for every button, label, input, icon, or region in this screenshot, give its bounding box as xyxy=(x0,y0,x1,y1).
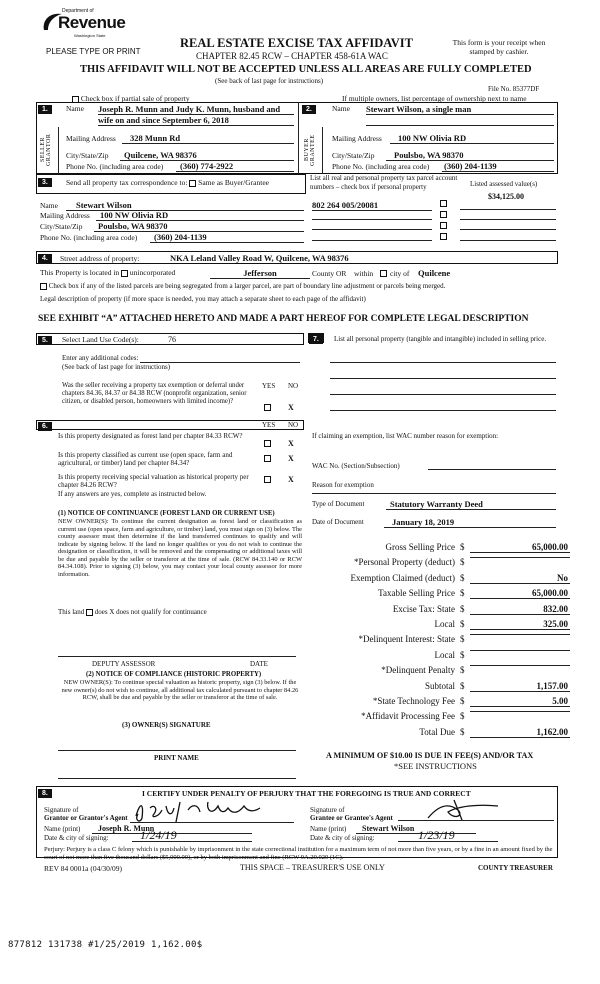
same-as-buyer-checkbox[interactable] xyxy=(189,180,196,187)
perjury-text: Perjury: Perjury is a class C felony which is punishable by imprisonment in the state correctional institution for a maximum term of not more than five years, or by a fine in an amount fixed by the court of not more than five thousand dollars ($5,000.00), or by both imprisonment and fine (RCW 9A.20.020 (1C). xyxy=(44,846,553,861)
forest-yes-checkbox[interactable] xyxy=(264,440,271,447)
cashier-stamp: 877812 131738 #1/25/2019 1,162.00$ xyxy=(8,940,203,950)
fee-label: *Delinquent Penalty xyxy=(381,665,455,676)
no-label-6: NO xyxy=(288,421,299,429)
form-chapter: CHAPTER 82.45 RCW – CHAPTER 458-61A WAC xyxy=(196,51,388,61)
fee-row xyxy=(300,727,570,739)
yes-label-6: YES xyxy=(262,421,276,429)
date-label-6: DATE xyxy=(250,660,268,668)
multiple-owners-note: If multiple owners, list percentage of ownership next to name xyxy=(342,94,527,103)
same-as-buyer-label: Same as Buyer/Grantee xyxy=(198,178,269,187)
correspondence-text: Send all property tax correspondence to: xyxy=(66,178,188,187)
fee-value: 65,000.00 xyxy=(470,588,570,599)
grantor-date-label: Date & city of signing: xyxy=(44,834,109,842)
corr-city: Poulsbo, WA 98370 xyxy=(94,221,304,232)
seller-side-label: SELLER GRANTOR xyxy=(40,133,52,167)
partial-sale-label: Check box if partial sale of property xyxy=(80,94,190,103)
corr-city-label: City/State/Zip xyxy=(40,222,83,231)
exemption-wac-text: If claiming an exemption, list WAC number reason for exemption: xyxy=(312,432,499,440)
assessed-header: Listed assessed value(s) xyxy=(470,180,538,188)
if-yes-text: If any answers are yes, complete as instructed below. xyxy=(58,490,207,498)
fee-label: *Affidavit Processing Fee xyxy=(361,711,455,722)
buyer-phone-label: Phone No. (including area code) xyxy=(332,162,430,171)
continuance-row xyxy=(58,608,207,616)
buyer-side-label: BUYER GRANTEE xyxy=(304,134,316,166)
fee-row xyxy=(300,604,570,616)
located-prefix: This Property is located in xyxy=(40,268,120,277)
grantor-signature xyxy=(128,796,268,826)
this-land-label: This land xyxy=(58,608,85,616)
forest-no-mark: X xyxy=(288,439,294,448)
fee-dollar: $ xyxy=(460,711,465,722)
forest-question: Is this property designated as forest land per chapter 84.33 RCW? xyxy=(58,432,243,440)
parcel-2-checkbox[interactable] xyxy=(440,211,447,218)
revenue-logo xyxy=(40,8,126,42)
rev-number: REV 84 0001a (04/30/09) xyxy=(44,864,122,873)
see-back-5: (See back of last page for instructions) xyxy=(62,363,171,371)
corr-phone: (360) 204-1139 xyxy=(150,232,304,243)
logo-top-text: Department of xyxy=(62,8,94,14)
fee-value: 1,162.00 xyxy=(470,727,570,738)
fee-label: *State Technology Fee xyxy=(372,696,455,706)
fee-value: 1,157.00 xyxy=(470,681,570,692)
buyer-name-label: Name xyxy=(332,104,350,113)
fee-row xyxy=(300,557,570,569)
logo-sub-text: Washington State xyxy=(74,33,106,38)
fee-row xyxy=(300,588,570,600)
grantee-name-label: Name (print) xyxy=(310,825,347,833)
county-or: County OR xyxy=(312,269,347,278)
section-8-number: 8. xyxy=(38,788,52,798)
fee-value xyxy=(470,665,570,666)
fee-row xyxy=(300,573,570,585)
no-label-5: NO xyxy=(288,382,299,390)
seller-mailing-label: Mailing Address xyxy=(66,134,116,143)
located-row xyxy=(40,268,560,279)
fee-row xyxy=(300,650,570,662)
fee-row xyxy=(300,542,570,554)
historic-no-mark: X xyxy=(288,475,294,484)
minimum-note: A MINIMUM OF $10.00 IS DUE IN FEE(S) AND/OR TAX xyxy=(326,751,534,760)
legal-label: Legal description of property (if more space is needed, you may attach a separate sheet to each page of the affidavit) xyxy=(40,295,366,303)
fee-value: No xyxy=(470,573,570,584)
current-use-yes-checkbox[interactable] xyxy=(264,455,271,462)
section-6-number: 6. xyxy=(38,421,52,431)
see-instructions: *SEE INSTRUCTIONS xyxy=(394,761,477,771)
within-city-checkbox[interactable] xyxy=(380,270,387,277)
receipt-note: This form is your receipt when stamped by cashier. xyxy=(452,38,546,56)
within-label: within xyxy=(354,269,374,278)
fee-row xyxy=(300,665,570,677)
fee-label: *Personal Property (deduct) xyxy=(354,557,455,568)
segregated-label: Check box if any of the listed parcels are being segregated from a larger parcel, are part of boundary line adjustment or parcels being merged. xyxy=(48,282,446,290)
fee-dollar: $ xyxy=(460,619,465,629)
seller-phone: (360) 774-2922 xyxy=(176,161,294,172)
fee-value: 5.00 xyxy=(470,696,570,707)
fee-label: Taxable Selling Price xyxy=(378,588,455,599)
does-qualify-checkbox[interactable] xyxy=(86,609,93,616)
see-back-header: (See back of last page for instructions) xyxy=(215,77,324,85)
fee-dollar: $ xyxy=(460,726,465,737)
fee-dollar: $ xyxy=(460,665,465,676)
grantee-sig-label-2: Grantee or Grantee's Agent xyxy=(310,814,393,822)
logo-main-text: Revenue xyxy=(58,13,126,32)
grantee-signature xyxy=(418,796,508,824)
street-address: NKA Leland Valley Road W, Quilcene, WA 98376 xyxy=(170,253,349,263)
grantee-name: Stewart Wilson xyxy=(356,824,476,834)
fee-label: Excise Tax: State xyxy=(392,603,455,614)
buyer-mailing: 100 NW Olivia RD xyxy=(390,133,554,144)
does-label: does xyxy=(94,608,108,616)
county-treasurer: COUNTY TREASURER xyxy=(478,864,553,872)
fee-row xyxy=(300,696,570,708)
print-name-label: PRINT NAME xyxy=(154,754,199,762)
fee-dollar: $ xyxy=(460,696,465,706)
fee-label: Exemption Claimed (deduct) xyxy=(350,572,455,583)
parcel-number: 802 264 005/20081 xyxy=(312,200,432,211)
grantee-date: 1/23/19 xyxy=(398,830,498,842)
doc-date-label: Date of Document xyxy=(312,518,364,526)
seller-city: Quilcene, WA 98376 xyxy=(120,150,294,161)
exemption-yes-checkbox[interactable] xyxy=(264,404,271,411)
wac-label: WAC No. (Section/Subsection) xyxy=(312,462,400,470)
historic-yes-checkbox[interactable] xyxy=(264,476,271,483)
seller-city-label: City/State/Zip xyxy=(66,151,109,160)
fee-label: *Delinquent Interest: State xyxy=(358,634,455,645)
notice2-text: NEW OWNER(S): To continue special valuation as historic property, sign (3) below. If the new owner(s) do not wish to continue, all additional tax calculated pursuant to chapter 84.26 RCW, shall be due and payable by the seller or transferor at the time of sale. xyxy=(61,679,299,701)
street-label: Street address of property: xyxy=(60,254,140,263)
fee-dollar: $ xyxy=(460,603,465,614)
fee-dollar: $ xyxy=(460,588,465,599)
city-value: Quilcene xyxy=(418,268,451,278)
fee-dollar: $ xyxy=(460,557,465,568)
assessed-value: $34,125.00 xyxy=(488,192,524,201)
section-3-number: 3. xyxy=(38,177,52,187)
fee-value: 832.00 xyxy=(470,604,570,615)
yes-label-5: YES xyxy=(262,382,276,390)
fee-value xyxy=(470,634,570,635)
historic-question: Is this property receiving special valuation as historical property per chapter 84.26 RCW? xyxy=(58,473,249,489)
file-number: File No. 85377DF xyxy=(488,85,540,93)
segregated-checkbox[interactable] xyxy=(40,283,47,290)
seller-phone-label: Phone No. (including area code) xyxy=(66,162,164,171)
current-use-question: Is this property classified as current use (open space, farm and agricultural, or timber) land per chapter 84.34? xyxy=(58,451,233,467)
notice1-text: NEW OWNER(S): To continue the current designation as forest land or classification as current use (open space, farm and agriculture, or timber) land, you must sign on (3) below. The county assessor must then determine if the land transferred continues to qualify and will indicate by signing below. If the land no longer qualifies or you do not wish to continue the designation or classification, it will be removed and the compensating or additional taxes will be due and payable by the seller or transferor at the time of sale. (RCW 84.33.140 or RCW 84.34.108). Prior to signing (3) below, you may contact your local county assessor for more information. xyxy=(58,518,302,578)
grantee-sig-label-1: Signature of xyxy=(310,806,345,814)
notice2-title: (2) NOTICE OF COMPLIANCE (HISTORIC PROPERTY) xyxy=(86,671,262,678)
corr-name: Stewart Wilson xyxy=(66,200,304,211)
fee-row xyxy=(300,681,570,693)
fee-value: 65,000.00 xyxy=(470,542,570,553)
fee-dollar: $ xyxy=(460,649,465,660)
section-2-number: 2. xyxy=(302,104,316,114)
owner-signature-label: (3) OWNER(S) SIGNATURE xyxy=(122,721,211,729)
grantor-name: Joseph R. Munn xyxy=(92,824,252,834)
reason-label: Reason for exemption xyxy=(312,481,374,489)
seller-name-line2: wife on and since September 6, 2018 xyxy=(98,115,294,126)
unincorporated-checkbox[interactable] xyxy=(121,270,128,277)
fee-dollar: $ xyxy=(460,680,465,691)
deputy-assessor-label: DEPUTY ASSESSOR xyxy=(92,660,156,668)
fee-label: Local xyxy=(434,619,455,629)
land-use-label: Select Land Use Code(s): xyxy=(62,335,139,344)
fee-value xyxy=(470,711,570,712)
doc-date-value: January 18, 2019 xyxy=(384,517,556,528)
grantor-sig-label-2: Grantor or Grantor's Agent xyxy=(44,814,128,822)
section-5-number: 5. xyxy=(38,335,52,345)
doc-type-label: Type of Document xyxy=(312,500,365,508)
corr-phone-label: Phone No. (including area code) xyxy=(40,233,138,242)
buyer-phone: (360) 204-1139 xyxy=(442,161,554,172)
buyer-city-label: City/State/Zip xyxy=(332,151,375,160)
grantee-sig-label xyxy=(310,806,393,822)
fee-dollar: $ xyxy=(460,634,465,645)
grantor-sig-label-1: Signature of xyxy=(44,806,79,814)
certify-text: I CERTIFY UNDER PENALTY OF PERJURY THAT THE FOREGOING IS TRUE AND CORRECT xyxy=(142,789,471,798)
city-of-label: city of xyxy=(390,269,410,278)
seller-name-line1: Joseph R. Munn and Judy K. Munn, husband and xyxy=(98,104,294,115)
seller-mailing: 328 Munn Rd xyxy=(122,133,294,144)
corr-mailing: 100 NW Olivia RD xyxy=(96,210,304,221)
exemption-question: Was the seller receiving a property tax exemption or deferral under chapters 84.36, 84.37 or 84.38 RCW (nonprofit organization, senior citizen, or disabled person, homeowners with limited income)? xyxy=(62,382,247,405)
fee-label: Total Due xyxy=(419,726,455,737)
does-not-label: X does not qualify for continuance xyxy=(109,608,207,616)
county-value: Jefferson xyxy=(210,268,310,279)
treasurer-space: THIS SPACE – TREASURER'S USE ONLY xyxy=(240,863,385,872)
section-1-number: 1. xyxy=(38,104,52,114)
fee-label: Local xyxy=(434,649,455,660)
fee-value xyxy=(470,557,570,558)
current-use-no-mark: X xyxy=(288,454,294,463)
form-title: REAL ESTATE EXCISE TAX AFFIDAVIT xyxy=(180,36,413,50)
buyer-city: Poulsbo, WA 98370 xyxy=(386,150,554,161)
section-7-number: 7. xyxy=(309,334,323,344)
segregated-row xyxy=(40,282,445,290)
parcel-1-checkbox[interactable] xyxy=(440,200,447,207)
doc-type-value: Statutory Warranty Deed xyxy=(386,499,556,510)
additional-codes: Enter any additional codes: xyxy=(62,354,139,362)
parcel-3-checkbox[interactable] xyxy=(440,222,447,229)
buyer-name: Stewart Wilson, a single man xyxy=(366,104,554,115)
corr-mailing-label: Mailing Address xyxy=(40,211,90,220)
correspondence-row xyxy=(66,178,269,187)
exemption-no-mark: X xyxy=(288,403,294,412)
fee-row xyxy=(300,711,570,723)
please-type: PLEASE TYPE OR PRINT xyxy=(46,47,141,56)
buyer-mailing-label: Mailing Address xyxy=(332,134,382,143)
fee-row xyxy=(300,634,570,646)
fee-label: Subtotal xyxy=(424,680,455,691)
fee-value xyxy=(470,650,570,651)
parcels-header: List all real and personal property tax parcel account numbers – check box if personal property xyxy=(310,174,458,191)
unincorporated-label: unincorporated xyxy=(129,268,176,277)
grantor-date: 1/24/19 xyxy=(132,830,252,842)
fee-value: 325.00 xyxy=(470,619,570,630)
grantor-sig-label xyxy=(44,806,128,822)
fee-dollar: $ xyxy=(460,572,465,583)
seller-name-label: Name xyxy=(66,104,84,113)
parcel-4-checkbox[interactable] xyxy=(440,233,447,240)
fee-row xyxy=(300,619,570,631)
personal-property-text: List all personal property (tangible and intangible) included in selling price. xyxy=(334,335,547,343)
notice1-title: (1) NOTICE OF CONTINUANCE (FOREST LAND OR CURRENT USE) xyxy=(58,510,275,517)
land-use-value: 76 xyxy=(168,335,176,344)
warning-text: THIS AFFIDAVIT WILL NOT BE ACCEPTED UNLESS ALL AREAS ARE FULLY COMPLETED xyxy=(80,64,532,75)
corr-name-label: Name xyxy=(40,201,58,210)
fee-dollar: $ xyxy=(460,542,465,552)
grantor-name-label: Name (print) xyxy=(44,825,81,833)
fee-label: Gross Selling Price xyxy=(385,542,455,552)
section-4-number: 4. xyxy=(38,253,52,263)
exhibit-text: SEE EXHIBIT “A” ATTACHED HERETO AND MADE A PART HEREOF FOR COMPLETE LEGAL DESCRIPTION xyxy=(38,314,529,324)
grantee-date-label: Date & city of signing: xyxy=(310,834,375,842)
